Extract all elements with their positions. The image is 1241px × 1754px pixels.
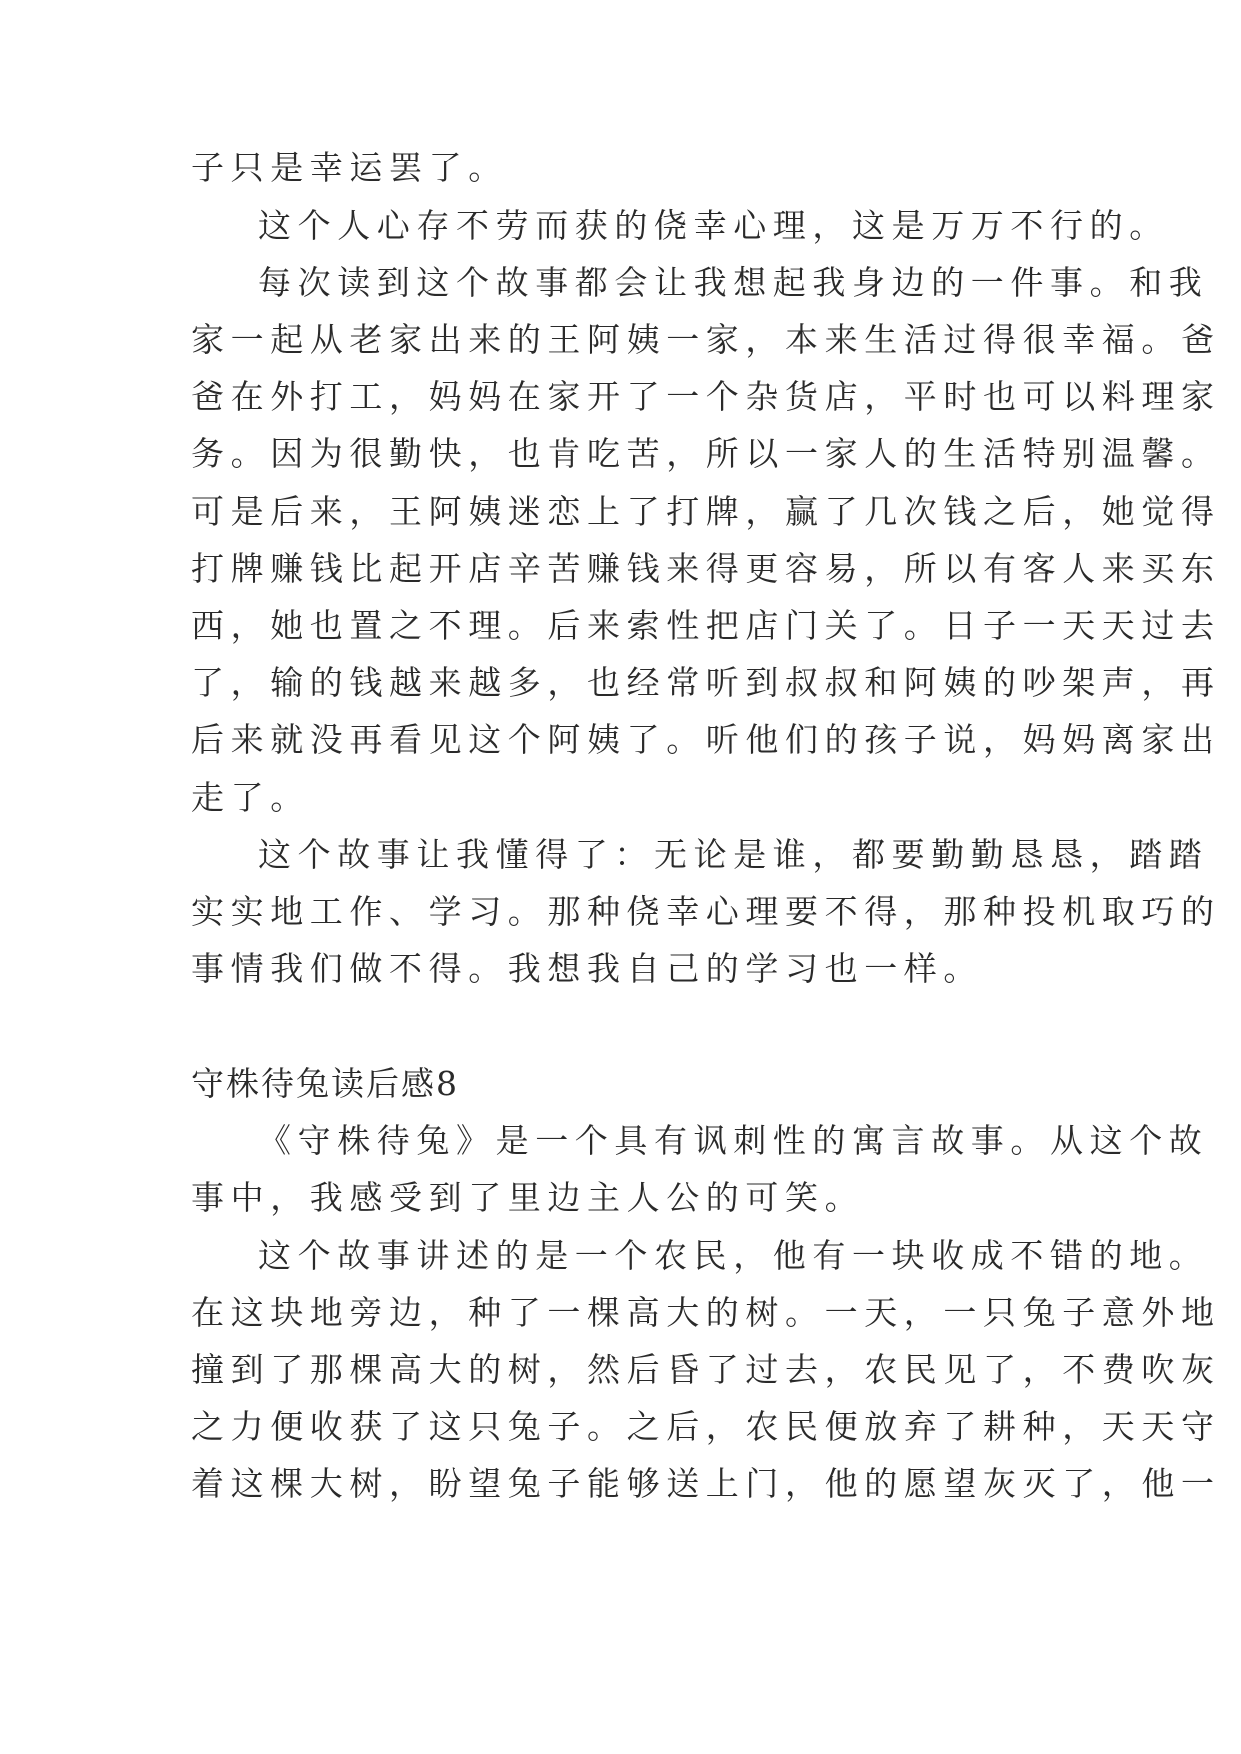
text-line: 着这棵大树，盼望兔子能够送上门，他的愿望灰灭了，他一 — [191, 1464, 1221, 1503]
paragraph-line: 这个故事讲述的是一个农民，他有一块收成不错的地。 — [258, 1236, 1209, 1275]
text-line: 在这块地旁边，种了一棵高大的树。一天，一只兔子意外地 — [191, 1293, 1221, 1332]
text-line: 了，输的钱越来越多，也经常听到叔叔和阿姨的吵架声，再 — [191, 663, 1221, 702]
text-line: 爸在外打工，妈妈在家开了一个杂货店，平时也可以料理家 — [191, 377, 1221, 416]
text-line: 可是后来，王阿姨迷恋上了打牌，赢了几次钱之后，她觉得 — [191, 492, 1221, 531]
text-line: 实实地工作、学习。那种侥幸心理要不得，那种投机取巧的 — [191, 892, 1221, 931]
text-line: 撞到了那棵高大的树，然后昏了过去，农民见了，不费吹灰 — [191, 1350, 1221, 1389]
text-line: 事情我们做不得。我想我自己的学习也一样。 — [191, 949, 983, 988]
text-line: 打牌赚钱比起开店辛苦赚钱来得更容易，所以有客人来买东 — [191, 549, 1221, 588]
text-line: 子只是幸运罢了。 — [191, 148, 508, 187]
text-line: 之力便收获了这只兔子。之后，农民便放弃了耕种，天天守 — [191, 1407, 1221, 1446]
text-line: 走了。 — [191, 778, 310, 817]
paragraph-line: 《守株待兔》是一个具有讽刺性的寓言故事。从这个故 — [258, 1121, 1209, 1160]
text-line: 事中，我感受到了里边主人公的可笑。 — [191, 1178, 865, 1217]
text-line: 后来就没再看见这个阿姨了。听他们的孩子说，妈妈离家出 — [191, 720, 1221, 759]
section-heading: 守株待兔读后感8 — [191, 1064, 459, 1103]
text-line: 西，她也置之不理。后来索性把店门关了。日子一天天过去 — [191, 606, 1221, 645]
text-line: 家一起从老家出来的王阿姨一家，本来生活过得很幸福。爸 — [191, 320, 1221, 359]
paragraph-line: 这个人心存不劳而获的侥幸心理，这是万万不行的。 — [258, 206, 1169, 245]
text-line: 务。因为很勤快，也肯吃苦，所以一家人的生活特别温馨。 — [191, 434, 1221, 473]
paragraph-line: 每次读到这个故事都会让我想起我身边的一件事。和我 — [258, 263, 1209, 302]
paragraph-line: 这个故事让我懂得了：无论是谁，都要勤勤恳恳，踏踏 — [258, 835, 1209, 874]
